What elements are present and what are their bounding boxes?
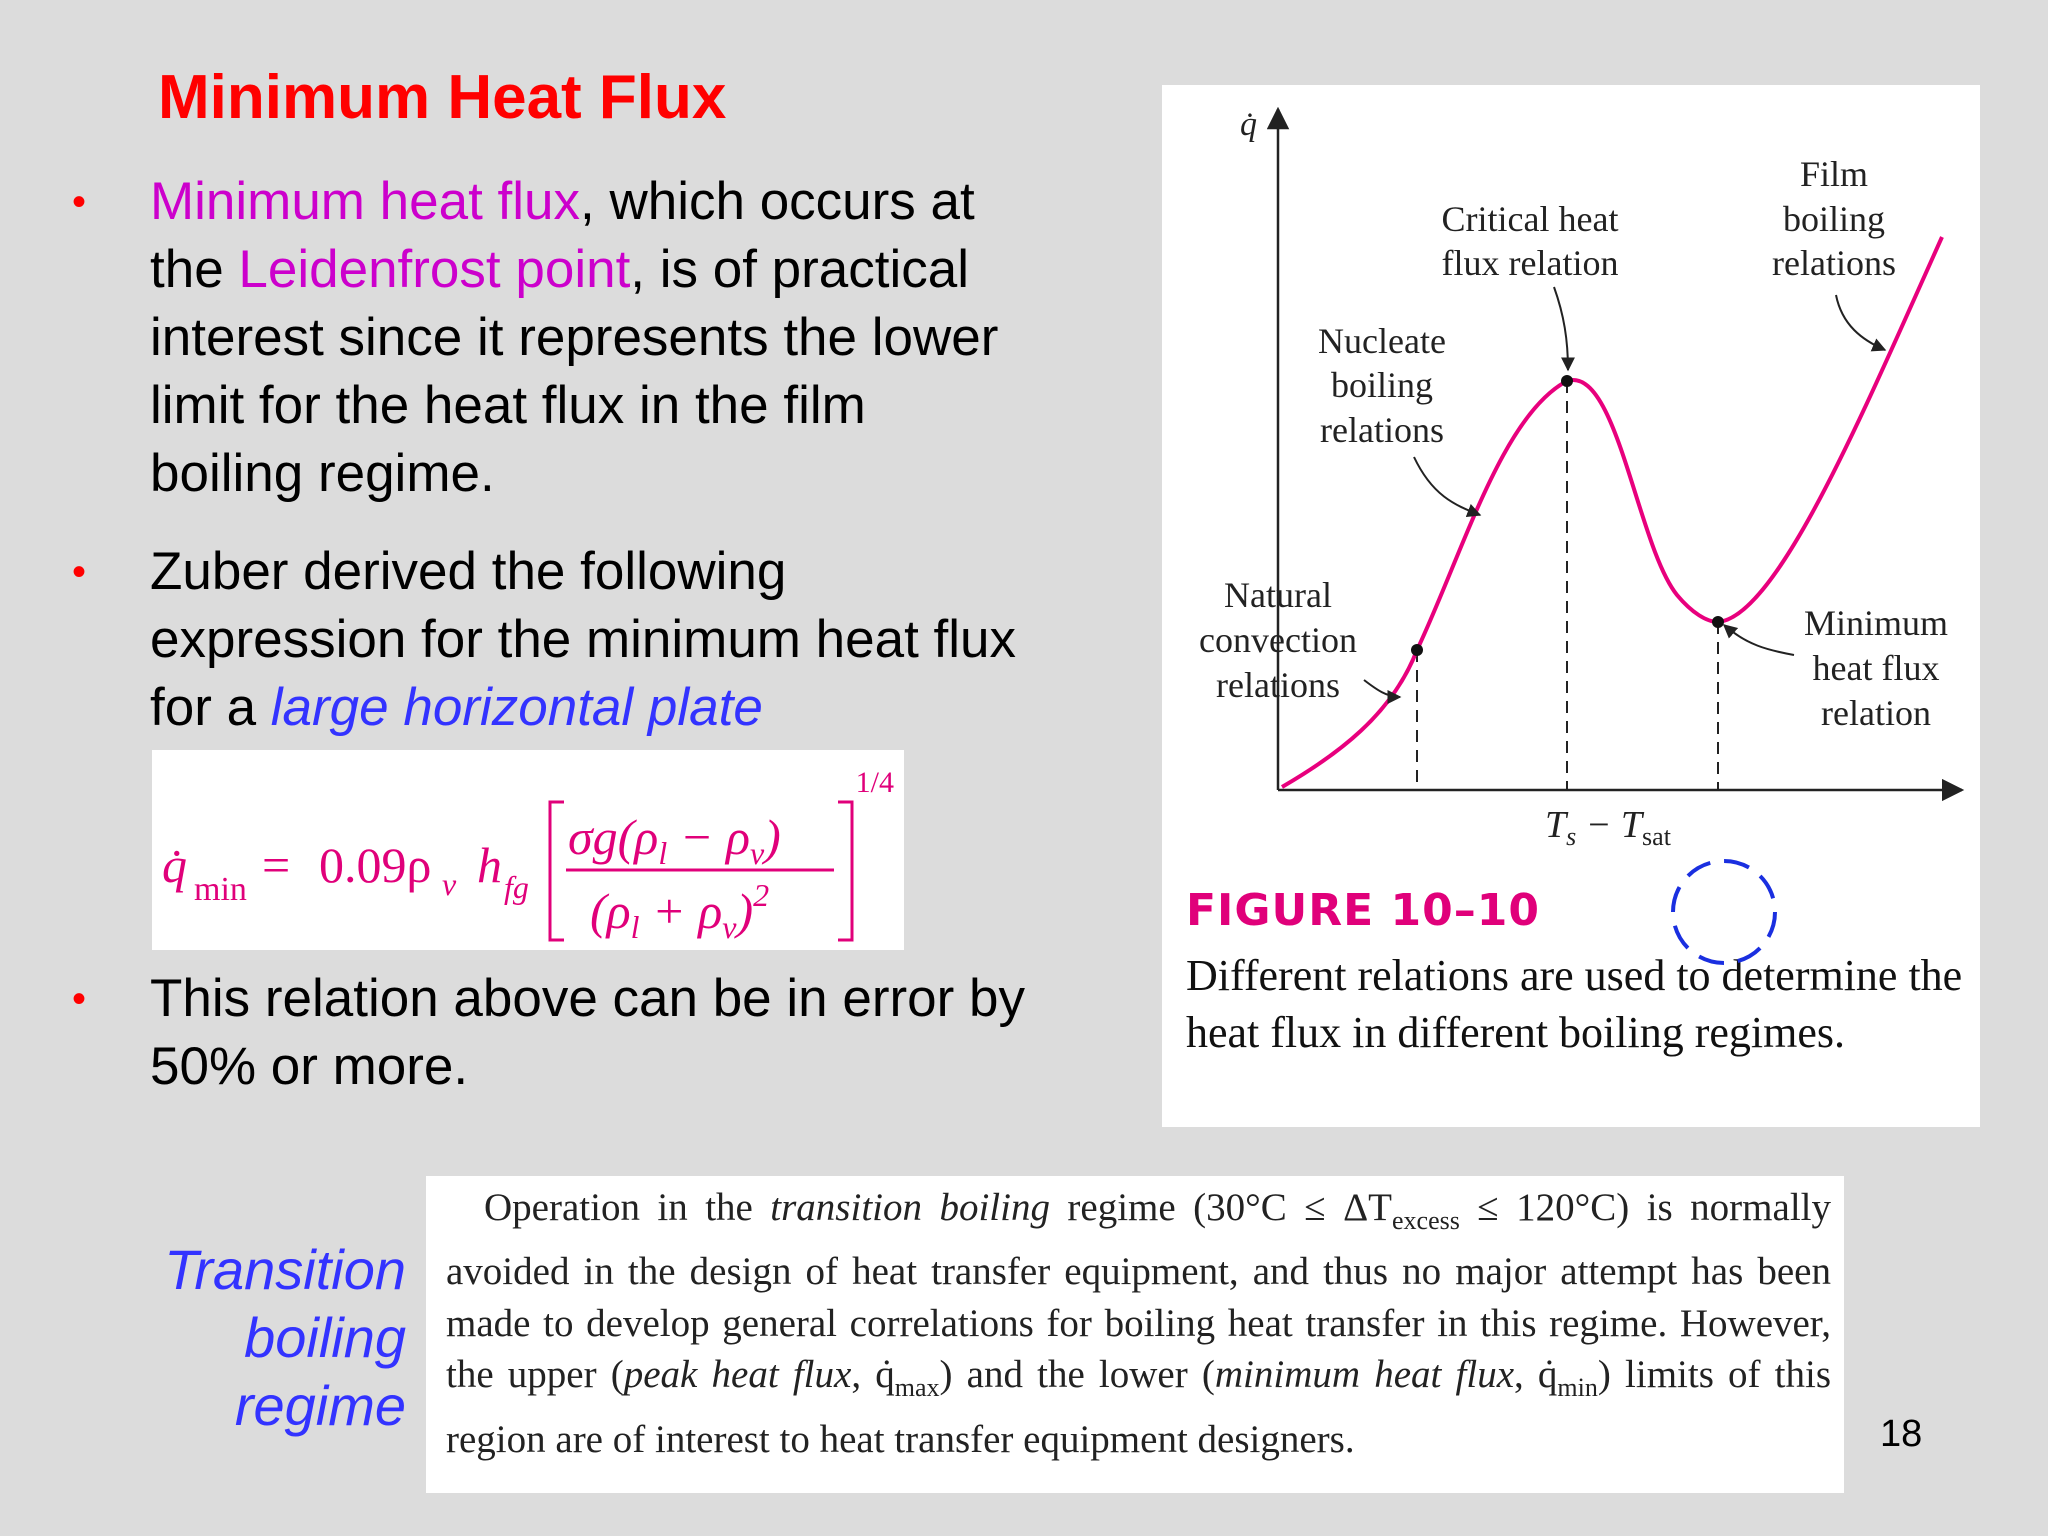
boiling-curve-figure: [1162, 85, 1980, 1127]
eq-lhs: q̇: [162, 837, 187, 893]
side-label-line: regime: [234, 1374, 406, 1437]
para-italic: minimum heat flux: [1214, 1353, 1514, 1397]
para-text: ) and the lower (: [939, 1353, 1215, 1397]
bullet-text-part: Zuber derived the following expression for the minimum heat flux for a: [150, 542, 1017, 737]
transition-paragraph: [446, 1182, 1831, 1465]
para-sub: excess: [1391, 1205, 1460, 1235]
y-axis-label: q̇: [1240, 106, 1257, 143]
para-sub: max: [894, 1373, 940, 1403]
eq-right-bracket: [838, 802, 852, 940]
para-italic: transition boiling: [770, 1186, 1050, 1229]
bullet-leidenfrost: [72, 168, 1032, 508]
bullet-text: [150, 168, 1032, 508]
nucleate-annotation-line: boiling: [1330, 365, 1434, 405]
eq-lhs-sub: min: [194, 871, 247, 908]
eq-denominator: $(\rho_l + \rho_v)^2$: [590, 877, 770, 945]
critical-annotation-line: Critical heat: [1441, 199, 1619, 239]
eq-h-sub: fg: [504, 869, 529, 905]
natural-convection-point: [1411, 644, 1423, 656]
natural-annotation-line: Natural: [1224, 575, 1332, 615]
film-annotation-line: boiling: [1782, 199, 1886, 239]
eq-coef-sub: v: [442, 866, 457, 902]
para-text: regime (30°C ≤ ΔT: [1049, 1186, 1392, 1229]
para-text: ≤ 120°C) is normally avoided in the design of heat transfer equipment, and thus no major attempt has been made to develop general correlations for boiling heat transfer in this regime. However, the upper (: [446, 1186, 1831, 1397]
side-label-line: Transition: [164, 1238, 406, 1301]
bullet-error: [72, 965, 1032, 1101]
minimum-annotation-line: heat flux: [1812, 648, 1940, 688]
critical-leader-arrow: [1554, 287, 1568, 370]
nucleate-leader-arrow: [1414, 457, 1480, 515]
bullet-text-part: , which occurs at the: [150, 172, 975, 299]
slide-title: Minimum Heat Flux: [158, 63, 727, 132]
critical-annotation-line: flux relation: [1441, 243, 1619, 283]
eq-coefficient: 0.09ρ: [319, 837, 432, 893]
natural-annotation-line: relations: [1216, 665, 1340, 705]
highlight-leidenfrost-point: Leidenfrost point: [238, 240, 631, 299]
eq-left-bracket: [550, 802, 564, 940]
highlight-minimum-heat-flux: Minimum heat flux: [150, 172, 581, 231]
highlight-large-horizontal-plate: large horizontal plate: [270, 678, 763, 737]
film-leader-arrow: [1836, 295, 1885, 350]
para-sub: min: [1557, 1373, 1598, 1403]
natural-annotation-line: convection: [1199, 620, 1357, 660]
bullet-text: [150, 538, 1032, 742]
film-annotation-line: relations: [1772, 243, 1896, 283]
film-annotation-line: Film: [1799, 154, 1869, 194]
eq-equals: =: [262, 837, 291, 893]
zuber-equation: [152, 750, 904, 950]
para-text: , q̇: [1514, 1353, 1558, 1397]
para-text: , q̇: [851, 1353, 895, 1397]
x-axis-label: $T_s - T_{sat}$: [1545, 804, 1671, 851]
minimum-annotation-line: relation: [1821, 693, 1931, 733]
bullet-marker: •: [72, 180, 87, 224]
page-number: 18: [1880, 1413, 1923, 1455]
figure-caption: Different relations are used to determine the heat flux in different boiling regimes.: [1186, 951, 1963, 1057]
transition-paragraph-box: [426, 1176, 1844, 1493]
critical-heat-flux-point: [1561, 375, 1573, 387]
eq-numerator: $\sigma g(\rho_l - \rho_v)$: [568, 809, 781, 871]
minimum-annotation-line: Minimum: [1803, 603, 1949, 643]
minimum-leader-arrow: [1724, 625, 1794, 655]
minimum-heat-flux-point: [1712, 616, 1724, 628]
nucleate-annotation-line: Nucleate: [1318, 321, 1446, 361]
eq-exponent: 1/4: [855, 766, 894, 799]
bullet-marker: •: [72, 550, 87, 594]
para-italic: peak heat flux: [623, 1353, 852, 1397]
side-label-line: boiling: [244, 1306, 406, 1369]
eq-h: h: [477, 837, 502, 893]
para-text: ) limits of this region are of interest to heat transfer equipment designers.: [446, 1353, 1832, 1461]
figure-label: FIGURE 10–10: [1186, 885, 1540, 936]
bullet-text-part: , is of practical interest since it represents the lower limit for the heat flux in the film boiling regime.: [150, 240, 999, 503]
transition-boiling-label: [164, 1236, 406, 1440]
bullet-marker: •: [72, 977, 87, 1021]
nucleate-annotation-line: relations: [1320, 410, 1444, 450]
para-text: Operation in the: [484, 1186, 771, 1229]
bullet-text: This relation above can be in error by 50% or more.: [150, 969, 1025, 1096]
bullet-zuber: [72, 538, 1032, 742]
